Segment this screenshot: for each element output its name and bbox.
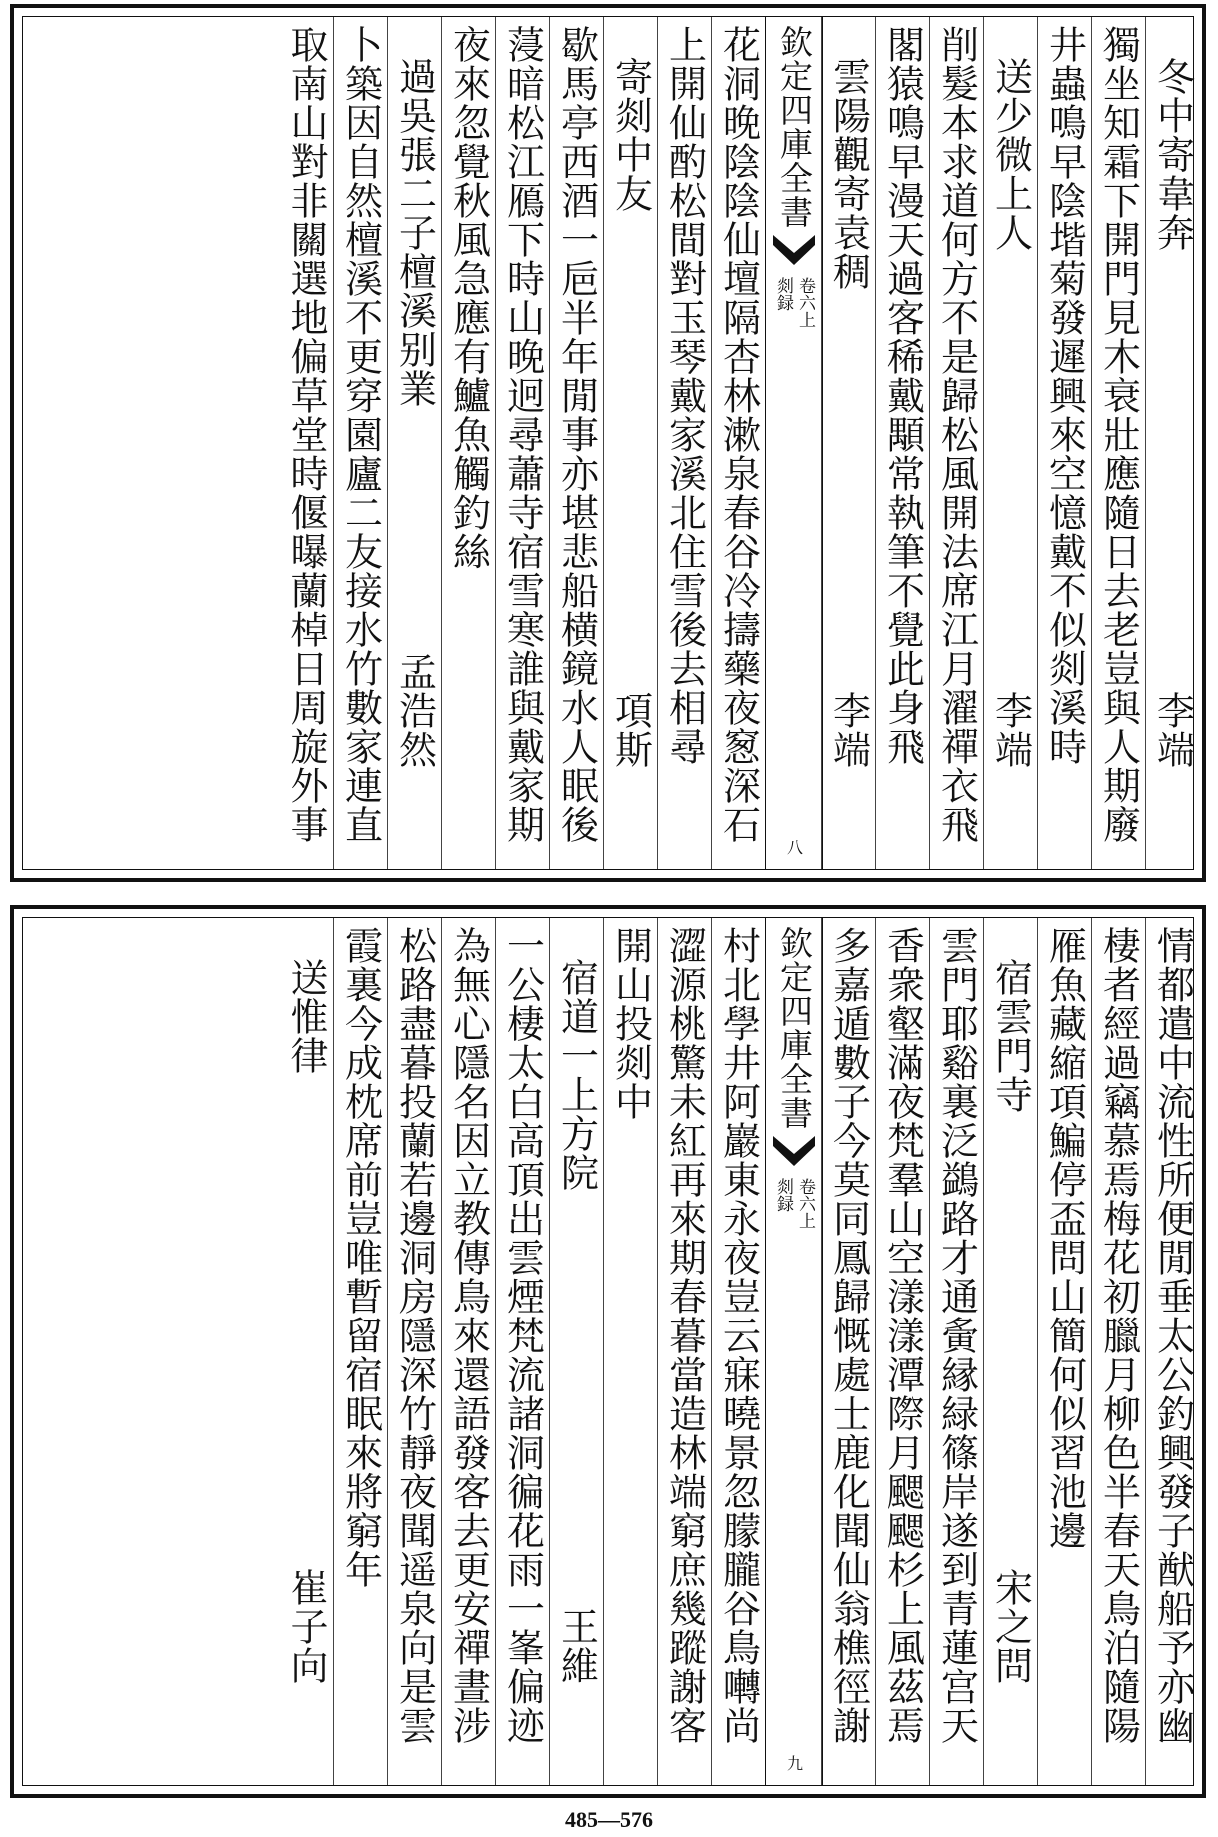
lower-text-column — [603, 918, 657, 1785]
poem-author: 李端 — [988, 691, 1033, 769]
lower-text-column — [875, 918, 929, 1785]
page-number: 九 — [784, 1755, 804, 1771]
upper-text-column — [821, 17, 875, 869]
upper-text-column — [711, 17, 765, 869]
upper-text-column — [333, 17, 387, 869]
poem-line: 雁魚藏縮項鯿停盃問山簡何似習池邊 — [1042, 926, 1087, 1550]
volume-label: 卷六上 — [795, 277, 815, 328]
poem-line: 香衆壑滿夜梵羣山空漾漾潭際月颸颸杉上風茲焉 — [880, 926, 925, 1745]
volume-label: 卷六上 — [795, 1178, 815, 1229]
poem-line: 情都遣中流性所便閒垂太公釣興發子猷船予亦幽 — [1150, 926, 1195, 1745]
library-title: 欽定四庫全書 — [775, 25, 814, 229]
upper-text-column — [495, 17, 549, 869]
poem-author: 李端 — [1150, 691, 1195, 769]
upper-text-column — [875, 17, 929, 869]
book-title: 剡録 — [773, 1178, 793, 1212]
lower-text-column — [929, 918, 983, 1785]
library-title: 欽定四庫全書 — [775, 926, 814, 1130]
poem-title: 送少微上人 — [988, 57, 1033, 252]
poem-title: 宿雲門寺 — [988, 958, 1033, 1114]
poem-line: 蓡暗松江鴈下時山晚迥尋蕭寺宿雪寒誰與戴家期 — [500, 25, 545, 844]
lower-text-column — [657, 918, 711, 1785]
lower-text-column — [711, 918, 765, 1785]
poem-line: 霞裏今成枕席前豈唯暫留宿眠來將窮年 — [338, 926, 383, 1589]
poem-author: 崔子向 — [284, 1568, 328, 1685]
poem-title: 宿道一上方院 — [554, 958, 599, 1192]
upper-text-column — [1091, 17, 1145, 869]
poem-line: 井蟲鳴早陰堦菊發遲興來空憶戴不似剡溪時 — [1042, 25, 1087, 766]
upper-text-column — [929, 17, 983, 869]
upper-text-column — [657, 17, 711, 869]
lower-text-column — [1037, 918, 1091, 1785]
lower-text-column — [1091, 918, 1145, 1785]
poem-line: 多嘉遁數子今莫同鳳歸慨處士鹿化聞仙翁樵徑謝 — [826, 926, 871, 1745]
lower-text-column — [279, 918, 333, 1785]
poem-title: 送惟律 — [284, 958, 328, 1075]
poem-line: 一公棲太白高頂出雲煙梵流諸洞徧花雨一峯偏迹 — [500, 926, 545, 1745]
poem-author: 孟浩然 — [392, 652, 437, 769]
upper-text-column — [279, 17, 333, 869]
poem-author: 王維 — [554, 1607, 599, 1685]
upper-text-column — [441, 17, 495, 869]
poem-title: 寄剡中友 — [608, 57, 653, 213]
upper-text-column — [387, 17, 441, 869]
upper-page — [10, 4, 1206, 882]
poem-author: 項斯 — [608, 691, 653, 769]
poem-line: 村北學井阿巖東永夜豈云寐曉景忽朦朧谷鳥囀尚 — [716, 926, 761, 1745]
poem-author: 李端 — [826, 691, 871, 769]
lower-text-column — [495, 918, 549, 1785]
poem-line: 取南山對非關選地偏草堂時偃曝蘭棹日周旋外事 — [284, 25, 328, 844]
poem-line: 雲門耶谿裏泛鷁路才通夤縁緑篠岸遂到青蓮宫天 — [934, 926, 979, 1745]
lower-page — [10, 905, 1206, 1798]
poem-line: 松路盡暮投蘭若邊洞房隱深竹靜夜聞遥泉向是雲 — [392, 926, 437, 1745]
poem-line: 上開仙酌松間對玉琴戴家溪北住雪後去相尋 — [662, 25, 707, 766]
lower-text-column — [333, 918, 387, 1785]
upper-center-fold — [765, 17, 823, 869]
poem-line: 為無心隱名因立教傳鳥來還語發客去更安禪晝涉 — [446, 926, 491, 1745]
lower-text-column — [983, 918, 1037, 1785]
poem-line: 歇馬亭西酒一巵半年閒事亦堪悲船横鏡水人眠後 — [554, 25, 599, 844]
lower-text-column — [441, 918, 495, 1785]
page-id-footer: 485—576 — [565, 1807, 653, 1832]
upper-text-column — [1037, 17, 1091, 869]
lower-text-column — [1145, 918, 1199, 1785]
upper-text-column — [549, 17, 603, 869]
poem-line: 夜來忽覺秋風急應有鱸魚觸釣絲 — [446, 25, 491, 571]
poem-line: 削髮本求道何方不是歸松風開法席江月濯禪衣飛 — [934, 25, 979, 844]
upper-text-column — [983, 17, 1037, 869]
poem-line: 卜築因自然檀溪不更穿園廬二友接水竹數家連直 — [338, 25, 383, 844]
upper-text-column — [603, 17, 657, 869]
poem-line: 花洞晚陰陰仙壇隔杏林漱泉春谷冷擣藥夜䆫深石 — [716, 25, 761, 844]
poem-author: 宋之問 — [988, 1568, 1033, 1685]
poem-title: 雲陽觀寄袁稠 — [826, 57, 871, 291]
lower-page-frame — [22, 917, 1194, 1786]
poem-line: 開山投剡中 — [608, 926, 653, 1121]
poem-title: 冬中寄韋奔 — [1150, 57, 1195, 252]
poem-title: 過吳張二子檀溪别業 — [392, 57, 437, 408]
lower-text-column — [549, 918, 603, 1785]
lower-text-column — [387, 918, 441, 1785]
poem-line: 獨坐知霜下開門見木衰壯應隨日去老豈與人期廢 — [1096, 25, 1141, 844]
fishtail-mark-icon — [771, 233, 817, 267]
upper-text-column — [1145, 17, 1199, 869]
fishtail-mark-icon — [771, 1134, 817, 1168]
poem-line: 澀源桃驚未紅再來期春暮當造林端窮庶幾蹤謝客 — [662, 926, 707, 1745]
lower-center-fold — [765, 918, 823, 1785]
poem-line: 棲者經過竊慕焉梅花初臘月柳色半春天鳥泊隨陽 — [1096, 926, 1141, 1745]
book-title: 剡録 — [773, 277, 793, 311]
upper-page-frame — [22, 16, 1194, 870]
poem-line: 閣猿鳴早漫天過客稀戴顒常執筆不覺此身飛 — [880, 25, 925, 766]
lower-text-column — [821, 918, 875, 1785]
page-number: 八 — [784, 839, 804, 855]
